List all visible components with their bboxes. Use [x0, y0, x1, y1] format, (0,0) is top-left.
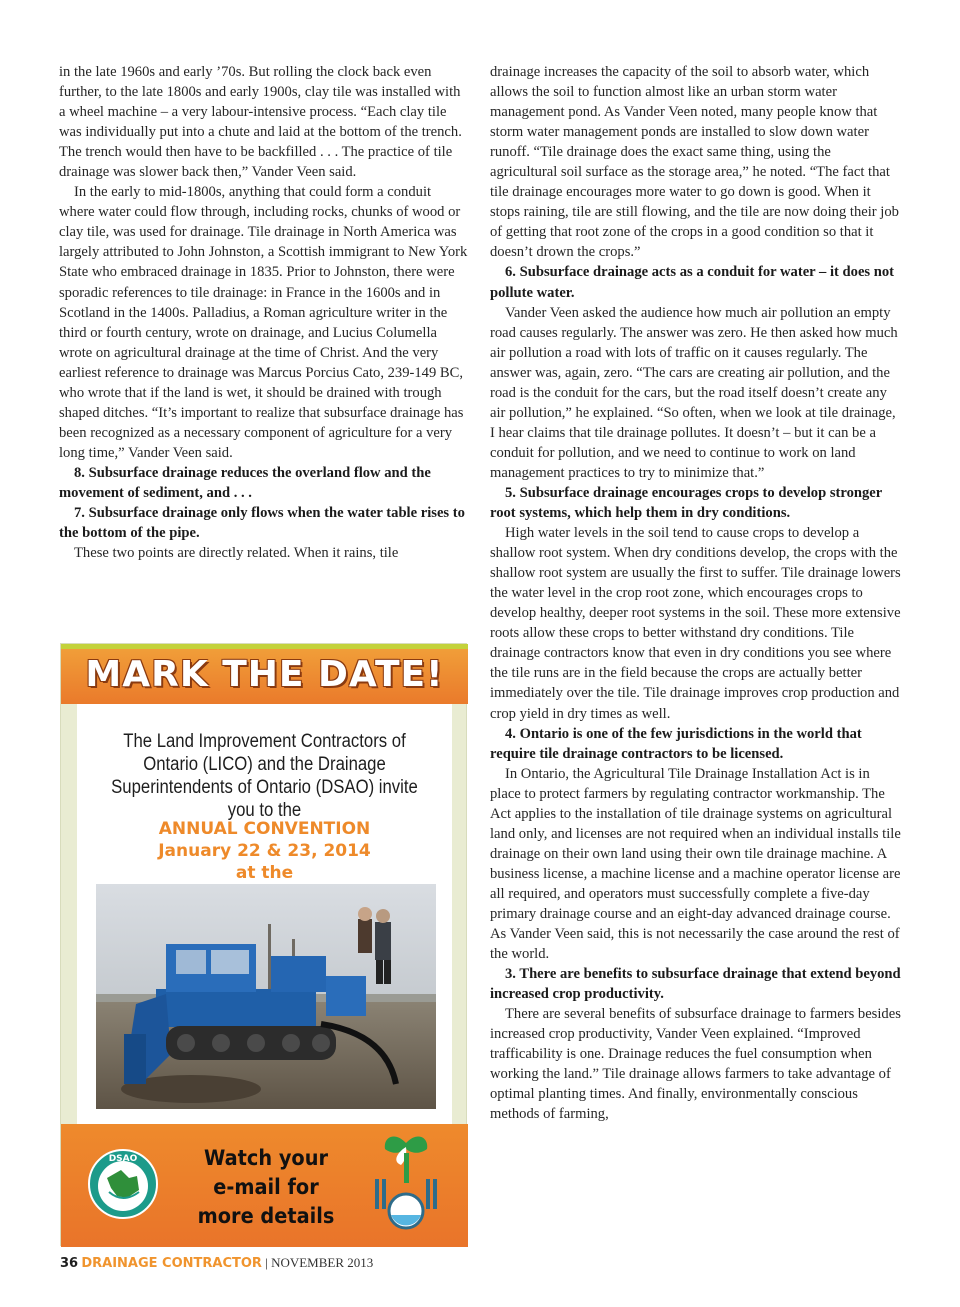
ad-cta-line: more details — [197, 1204, 335, 1228]
section-heading: 5. Subsurface drainage encourages crops to develop stronger root systems, which help them in dry conditions. — [490, 484, 882, 522]
section-heading: 6. Subsurface drainage acts as a conduit for water – it does not pollute water. — [490, 264, 895, 301]
paragraph: drainage increases the capacity of the soil to absorb water, which allows the soil to function almost like an urban storm water management pond. As Vander Veen noted, many people know that storm water management ponds are installed to slow down water runoff. “Tile drainage does the exact same thing, using the agricultural soil surface as the storage area,” he noted. “The fact that tile drainage encourages more water to go down is good. When it stops raining, tile are still flowing, and the tile are now doing their job of getting that root zone of the crops in a good condition so that it doesn’t drown the crops.” — [490, 64, 899, 261]
paragraph: Vander Veen asked the audience how much air pollution an empty road causes regularly. The answer was zero. He then asked how much air pollution a road with lots of traffic on it causes regularly. The answer was, again, zero. “The cars are creating air pollution, and the road is the conduit for the cars, but the road itself doesn’t create any air pollution,” he explained. “So often, when we look at tile drainage, I hear claims that tile drainage pollutes. It doesn’t – but it can be a conduit for pollution, and we need to continue to work on land management practices to try to minimize that.” — [490, 304, 898, 481]
page-footer — [60, 1255, 373, 1272]
ad-invitation-text: The Land Improvement Contractors of Ontario (LICO) and the Drainage Superintendents of Ontario (DSAO) invite you to the — [111, 731, 418, 821]
section-heading: 3. There are benefits to subsurface drainage that extend beyond increased crop productivity. — [490, 966, 901, 1003]
paragraph: High water levels in the soil tend to cause crops to develop a shallow root system. When dry conditions develop, the crops with the shallow root system are usually the first to suffer. Tile drainage lowers the water level in the crop root zone, which encourages crops to develop healthy, deeper root systems in the soil. These more extensive roots allow these crops to better withstand dry conditions. Tile drainage contractors know that even in dry conditions you see where the tile runs are in the field because the crops are actually better immediately over the tile. Tile drainage improves crop production and crop yield in dry times as well. — [490, 525, 901, 722]
drainage-machine-illustration — [96, 884, 436, 1109]
paragraph: In the early to mid-1800s, anything that could form a conduit where water could flow through, including rocks, chunks of wood or clay tile, was used for drainage. Tile drainage in North America was largely attributed to John Johnston, a Scottish immigrant to New York State who embraced drainage in 1835. Prior to Johnston, there were sporadic references to tile drainage: in France in the 1600s and in Scotland in the 1400s. Palladius, a Roman agriculture writer in the third or fourth century, wrote on drainage, and Lucius Columella wrote on agricultural drainage at the time of Christ. And the very earliest reference to drainage was Marcus Porcius Cato, 239-149 BC, who wrote that if the land is wet, it should be drained with trough shaped ditches. “It’s important to realize that subsurface drainage has been recognized as a necessary component of agriculture for a very long time,” Vander Veen said. — [59, 184, 468, 461]
section-heading: 4. Ontario is one of the few jurisdictions in the world that require tile drainage contractors to be licensed. — [490, 725, 862, 762]
lico-plant-logo — [371, 1131, 441, 1239]
article-column-left — [59, 62, 468, 563]
footer-separator: | — [265, 1255, 268, 1270]
paragraph: In Ontario, the Agricultural Tile Drainage Installation Act is in place to protect farmers by regulating contractor workmanship. The Act applies to the installation of tile drainage systems on agricultural land only, and licenses are not required when an individual installs tile drainage on their own land using their own tile drainage machine. A business license, a machine license and a machine operator license are all required, and operators must successfully complete a five-day primary drainage course and an eight-day advanced drainage course. As Vander Veen said, this is not necessarily the case around the rest of the world. — [490, 765, 901, 963]
ad-event-line: January 22 & 23, 2014 — [158, 841, 371, 861]
article-column-right — [490, 62, 901, 1124]
ad-call-to-action — [179, 1144, 354, 1231]
ad-title: MARK THE DATE! — [85, 654, 444, 695]
ad-event-line: ANNUAL CONVENTION — [158, 819, 371, 839]
page-number: 36 — [60, 1256, 79, 1271]
paragraph: There are several benefits of subsurface drainage to farmers besides increased crop productivity, Vander Veen explained. “Improved trafficability is one. Drainage reduces the fuel consumption when working the land.” Tile drainage allows farmers to take advantage of optimal planting times. And finally, environmentally conscious methods of farming, — [490, 1006, 901, 1123]
section-heading: 7. Subsurface drainage only flows when the water table rises to the bottom of the pipe. — [59, 505, 465, 542]
paragraph: These two points are directly related. When it rains, tile — [74, 545, 399, 562]
ad-event-line: at the — [235, 863, 294, 883]
drainage-machine-photo — [96, 884, 436, 1109]
convention-advertisement — [60, 643, 467, 1246]
dsao-logo — [87, 1148, 159, 1220]
ad-green-stripe — [61, 644, 468, 649]
ad-cta-line: Watch your — [204, 1146, 328, 1170]
magazine-name: DRAINAGE CONTRACTOR — [81, 1256, 262, 1271]
plant-drainage-icon — [371, 1131, 441, 1239]
issue-date: NOVEMBER 2013 — [271, 1255, 374, 1270]
dsao-logo-text: DSAO — [108, 1154, 138, 1164]
paragraph: in the late 1960s and early ’70s. But rolling the clock back even further, to the late 1800s and early 1900s, clay tile was installed with a wheel machine – a very labour-intensive process. “Each clay tile was individually put into a chute and laid at the bottom of the trench. The trench would then have to be backfilled . . . The practice of tile drainage was slower back then,” Vander Veen said. — [59, 64, 462, 181]
section-heading: 8. Subsurface drainage reduces the overland flow and the movement of sediment, and . . . — [59, 464, 431, 501]
ad-cta-line: e-mail for — [213, 1175, 319, 1199]
